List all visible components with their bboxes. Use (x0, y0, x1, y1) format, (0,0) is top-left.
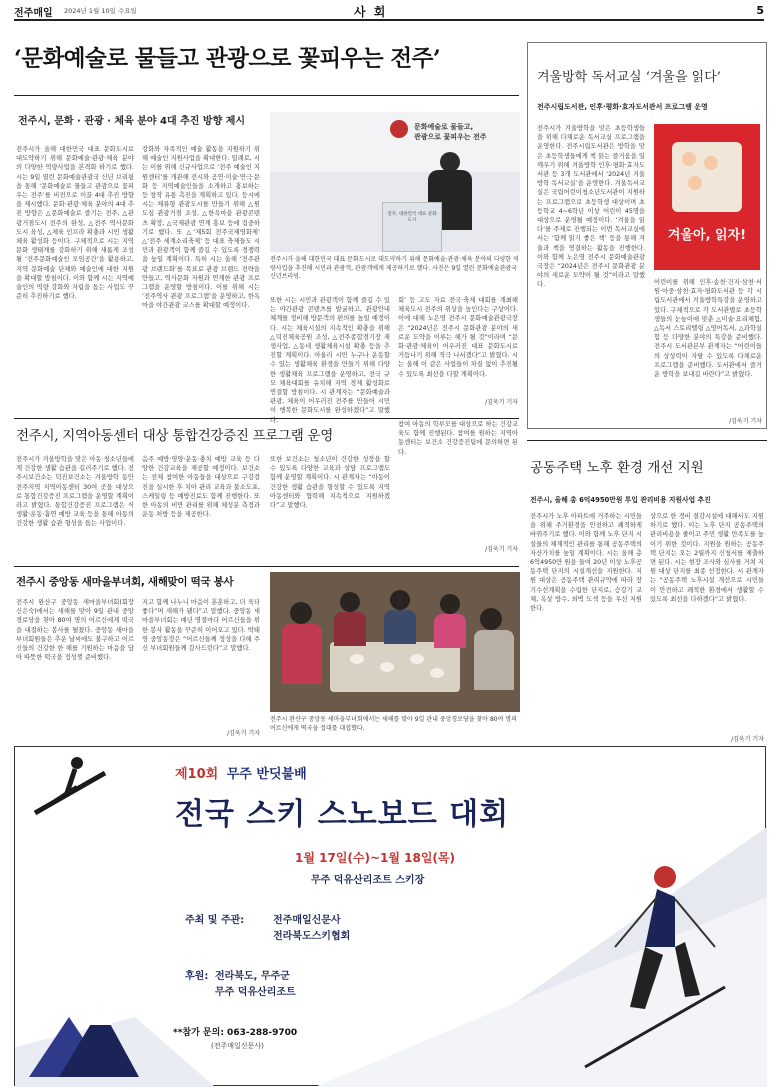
reading-subheadline: 전주시립도서관, 인후·평화·효자도서관서 프로그램 운영 (537, 103, 708, 111)
ad-host-label: 주최 및 주관: (185, 915, 245, 926)
health-headline: 전주시, 지역아동센터 대상 통합건강증진 프로그램 운영 (16, 428, 333, 444)
ad-venue: 무주 덕유산리조트 스키장 (311, 875, 425, 886)
ad-title: 전국 스키 스노보드 대회 (175, 797, 510, 832)
masthead-rule (14, 19, 764, 21)
ad-contact: **참가 문의: 063-288-9700 (173, 1028, 298, 1038)
ad-host-1: 전주매일신문사 (273, 915, 341, 926)
lead-body-col3: 또한 시는 시민과 관광객이 함께 즐길 수 있는 야간관광 콘텐츠를 발굴하고, 관광안내 체계를 정비해 방문객의 편의를 높일 예정이다. 시는 체육시설의 지속적인 확충을 위해 △덕진체육공원 조성, △전주종합경기장 재생사업, △동네 생활체육시설 확충 등을 추진할 계획이다. 아울러 시민 누구나 운동할 수 있는 생활체육 환경을 만들기 위해 다양한 생활체육 프로그램을 운영하고, 전국 규모 체육대회를 유치해 지역 경제 활성화로 연결할 방침이다. 시 관계자는 “문화예술과 관광, 체육이 어우러진 전주를 만들어 시민이 행복한 문화도시를 완성하겠다”고 말했다. (270, 297, 390, 424)
book-title: 겨울아, 읽자! (667, 228, 747, 243)
health-body-col3: 또한 보건소는 청소년이 건강한 성장을 할 수 있도록 다양한 교육과 상담 프로그램도 함께 운영할 계획이다. 시 관계자는 “아동이 건강한 생활 습관을 형성할 수 있도록 지역아동센터와 협력해 지속적으로 지원하겠다”고 말했다. (270, 456, 390, 510)
masthead-paper: 전주매일 (14, 8, 53, 19)
lead-byline: /김욱기 기자 (485, 399, 518, 406)
book-cover-image (654, 124, 760, 270)
ricecake-byline: /김욱기 기자 (227, 730, 260, 737)
skier-icon (575, 837, 745, 1077)
photo-screen-line2: 관광으로 꽃피우는 전주 (414, 133, 487, 141)
reading-byline: /김욱기 기자 (729, 418, 762, 425)
reading-headline: 겨울방학 독서교실 ‘겨울을 읽다’ (537, 70, 721, 85)
speaker-head (440, 152, 460, 172)
ad-edition: 제10회 (175, 767, 219, 782)
section-name: 사 회 (354, 5, 388, 19)
podium-sign: 전주, 대한민국 대표 문화도시 (387, 212, 437, 223)
housing-byline: /김욱기 기자 (731, 736, 764, 743)
housing-body-col2: 상으로 한 경비 절감시설에 대해서도 지원하기로 했다. 이는 노후 단지 공동주택의 관리비용을 줄이고 주민 생활 만족도를 높이기 위한 것이다. 지원을 원하는 공동주택 단지는 오는 2월까지 신청서를 제출하면 된다. 시는 현장 조사와 심사를 거쳐 지원 대상 단지를 최종 선정한다. 시 관계자는 “공동주택 노후시설 개선으로 시민들이 안전하고 쾌적한 환경에서 생활할 수 있도록 최선을 다하겠다”고 밝혔다. (650, 513, 764, 603)
ad-edition-line (175, 763, 307, 782)
ad-host-2: 전라북도스키협회 (273, 931, 351, 942)
lead-body-col2: 강화와 자족적인 예술 활동을 지원하기 위해 예술인 지원사업을 확대한다. 일례로, 시는 이를 위해 신규사업으로 ‘전주 예술인 지원센터’를 개관해 전시와 공연·미술·연극·문화 등 지역예술인들을 소개하고 홍보하는 등 창작 유통 촉진을 계획하고 있다. 등시에 시는 체류형 관광도시를 만들기 위해 △원도심 관광거점 조성, △한옥마을 관광콘텐츠 확장, △국제관광 연계 홍보 등에 집중하기로 했다. 또 △‘제5회 전주국제영화제’ △‘전주 세계소리축제’ 등 대표 축제들도 시민과 관광객이 함께 즐길 수 있도록 경쟁력을 높일 계획이다. 특히 시는 올해 ‘전주관광 브랜드화’를 목표로 관광 브랜드 전략을 만들고, 역사문화 자원과 연계한 관광 프로그램을 운영할 방침이다. 이를 위해 시는 ‘전주역사 관광 프로그램’을 운영하고, 한옥마을 야간관광 코스를 확대할 예정이다. (142, 146, 260, 310)
ad-date: 1월 17일(수)~1월 18일(목) (295, 851, 455, 865)
photo-screen-line1: 문화예술로 물들고, (414, 123, 474, 131)
ricecake-body-col2: 지고 함께 나누니 마음이 훈훈하고, 더 욱더 좋다”며 새해가 됐다”고 말했다. 중앙동 새마을부녀회는 매년 명절마다 어르신들을 위한 봉사 활동을 꾸준히 이어오고 있다. 박태영 중앙동장은 “어르신들께 정성을 다해 주신 부녀회원들께 감사드린다”고 말했다. (142, 599, 260, 653)
health-body-col4: 참여 아동의 학부모를 대상으로 하는 건강교육도 함께 진행된다. 참여를 원하는 지역아동센터는 보건소 건강증진팀에 문의하면 된다. (398, 421, 518, 456)
volunteer-photo (270, 572, 520, 712)
health-body-col2: 음주 예방·영양·운동·충치 예방 교육 등 다양한 건강교육을 제공할 예정이다. 보건소는 전체 참여한 아동들을 대상으로 구강검진을 실시한 후 치아 관리 교육과 불소도포, 스케일링 등 예방진료도 함께 진행한다. 또한 아동의 비만 관리를 위해 체성분 측정과 운동 처방 등을 제공한다. (142, 456, 260, 519)
briefing-photo-caption: 전주시가 올해 대한민국 대표 문화도시로 대도약하기 위해 문화예술·관광·체육 분야의 다양한 역량사업을 추진해 시민과 관광객, 관광객에게 제공하기로 했다. 사진은 9일 열린 문화예술관광국 신년브리핑. (270, 256, 519, 280)
briefing-photo (270, 112, 520, 252)
ad-sponsor-label: 후원: (185, 971, 209, 982)
cover-house (672, 142, 742, 212)
podium (382, 202, 442, 252)
health-body-col1: 전주시가 겨울방학을 맞은 아동·청소년들에게 건강한 생활 습관을 길러주기로 했다. 전주시보건소는 덕진보건소는 겨울방학 동안 전주지역 지역아동센터 30여 곳을 대상으로 통합건강증진 프로그램을 운영할 계획이라고 밝혔다. 통합건강증진 프로그램은 식생활·운동·흡연 예방 교육 등을 통해 아동의 건강한 생활 습관 형성을 돕는 사업이다. (16, 456, 134, 528)
ad-contact-org: (전주매일신문사) (211, 1042, 264, 1050)
ski-ad (14, 746, 766, 1086)
page-number: 5 (756, 4, 764, 17)
ricecake-top-rule (14, 566, 519, 567)
health-byline: /김욱기 기자 (485, 546, 518, 553)
dining-table (330, 642, 460, 692)
health-top-rule (14, 418, 519, 419)
ad-event-brand: 무주 반딧불배 (226, 767, 307, 782)
ricecake-headline: 전주시 중앙동 새마을부녀회, 새해맞이 떡국 봉사 (16, 576, 234, 588)
reading-body-col2: 어린이를 위해 인후·송천·건지·삼천·서원·아중·삼천·효자·평화도서관 등 각 시립도서관에서 겨울방학특강을 운영하고 있다. 구체적으로 각 도서관별로 초등학생들의 눈높이에 맞춘 △미술·요리체험, △독서 스토리텔링 △영어독서, △과학실험 등 다양한 분야의 특강을 준비했다. 전주시 도서관본부 관계자는 “어린이들의 상상력이 자랄 수 있도록 다채로운 프로그램을 준비했다. 도서관에서 즐거운 방학을 보내길 바란다”고 밝혔다. (654, 279, 762, 379)
lead-subheadline: 전주시, 문화 · 관광 · 체육 분야 4대 추진 방향 제시 (18, 116, 246, 127)
ad-sponsor-2: 무주 덕유산리조트 (215, 987, 296, 998)
housing-headline: 공동주택 노후 환경 개선 지원 (530, 460, 704, 476)
lead-body-col1: 전주시가 올해 대한민국 대표 문화도시로 대도약하기 위해 문화예술·관광·체육 분야의 다양한 역량사업을 본격화 하기로 했다. 시는 9일 열린 문화예술관광국 신년 브리핑을 통해 ‘문화예술로 물들고 관광으로 꽃피우는 전주’를 비전으로 이끌 4대 추진 방향을 제시했다. 문화·관광·체육 분야의 4대 추진 방향은 △문화예술로 즐기는 전주, △관광거점도시 전주의 완성, △전주 역사문화도시 육성, △체육 인프라 확충과 시민 생활체육 활성화 등이다. 구체적으로 시는 지역 문화 생태계를 강화하기 위해 새롭게 조성될 ‘전주문화예술인 모임공간’을 활용하고, 지역 문화예술 단체와 예술인에 대한 지원을 확대할 방침이다. 이와 함께 시는 지역예술인의 역량 강화와 자립을 돕는 사업도 꾸준히 추진하기로 했다. (16, 146, 134, 301)
masthead (14, 4, 764, 18)
housing-subheadline: 전주시, 올해 총 6억4950만원 투입 관리비용 지원사업 추진 (530, 496, 711, 504)
lead-headline: ‘문화예술로 물들고 관광으로 꽃피우는 전주’ (14, 46, 441, 72)
masthead-date: 2024년 1월 10일 수요일 (64, 7, 137, 15)
snowboarder-icon (25, 753, 115, 833)
ad-sponsor-1: 전라북도, 무주군 (215, 971, 290, 982)
housing-top-rule (527, 440, 767, 441)
lead-subhead-rule (14, 95, 519, 96)
city-logo-icon (390, 120, 408, 138)
mountain-logo-icon (29, 987, 139, 1077)
ricecake-body-col1: 전주시 완산구 중앙동 새마을부녀회(회장 신은숙)에서는 새해를 맞아 9일 관내 중앙경로당을 찾아 80여 명의 어르신에게 떡국을 대접하는 봉사를 펼쳤다. 중앙동 새마을부녀회원들은 추운 날씨에도 불구하고 어르신들의 건강한 한 해를 기원하는 마음을 담아 따뜻한 떡국을 정성껏 준비했다. (16, 599, 134, 662)
housing-body-col1: 전주시가 노후 아파트에 거주하는 시민들을 위해 주거환경을 안전하고 쾌적하게 바꿔주기로 했다. 이와 함께 노후 단지 시설물의 체계적인 관리를 통해 공동주택의 자산가치를 높일 계획이다. 시는 올해 총 6억4950만 원을 들여 20년 이상 노후공동주택 단지의 시설개선을 지원한다. 지원 대상은 공동주택 관리규약에 따라 장기수선계획을 수립한 단지로, 승강기 교체, 옥상 방수, 외벽 도색 등을 우선 지원한다. (530, 513, 642, 613)
reading-body-col1: 전주시가 겨울방학을 맞은 초등학생들을 위해 다채로운 독서교실 프로그램을 운영한다. 전주시립도서관은 방학을 맞은 초등학생들에게 책 읽는 즐거움을 일깨우기 위해 겨울방학 인후·평화·효자도서관 등 3개 도서관에서 ‘2024년 겨울방학 독서교실’을 운영한다. 겨울독서교실은 국립어린이청소년도서관이 지원하는 프로그램으로 초등학생 대상이며 초등학교 4~6학년 이상 어린이 45명을 대상으로 운영될 예정이다. ‘겨울을 읽다’를 주제로 진행되는 이번 독서교실에서는 ‘함께 읽기 좋은 책’ 등을 통해 겨울과 책을 연결하는 활동을 진행한다. 이와 함께 노은영 전주시 문화예술관광국장은 “2024년은 전주시 문화관광 분야의 새로운 도약이 될 것”이라고 말했다. (537, 125, 645, 289)
volunteer-photo-caption: 전주시 완산구 중앙동 새마을부녀회에서는 새해를 맞아 9일 관내 중앙경로당을 찾아 80여 명의 어르신에게 떡국을 접대를 대접했다. (270, 716, 517, 732)
lead-body-col4: 회’ 등 고도 자료 전국·축제 대회를 개최해 체육도시 전주의 위상을 높인다는 구상이다. 이에 대해 노은영 전주시 문화예술관광국장은 “2024년은 전주시 문화관광 분야의 새로운 도약을 이루는 해가 될 것”이라며 “문화·관광·체육이 어우러진 대표 문화도시로 거듭나기 위해 적극 나서겠다”고 밝혔다. 시는 올해 이 같은 사업들이 차질 없이 추진될 수 있도록 최선을 다할 계획이다. (398, 297, 518, 378)
